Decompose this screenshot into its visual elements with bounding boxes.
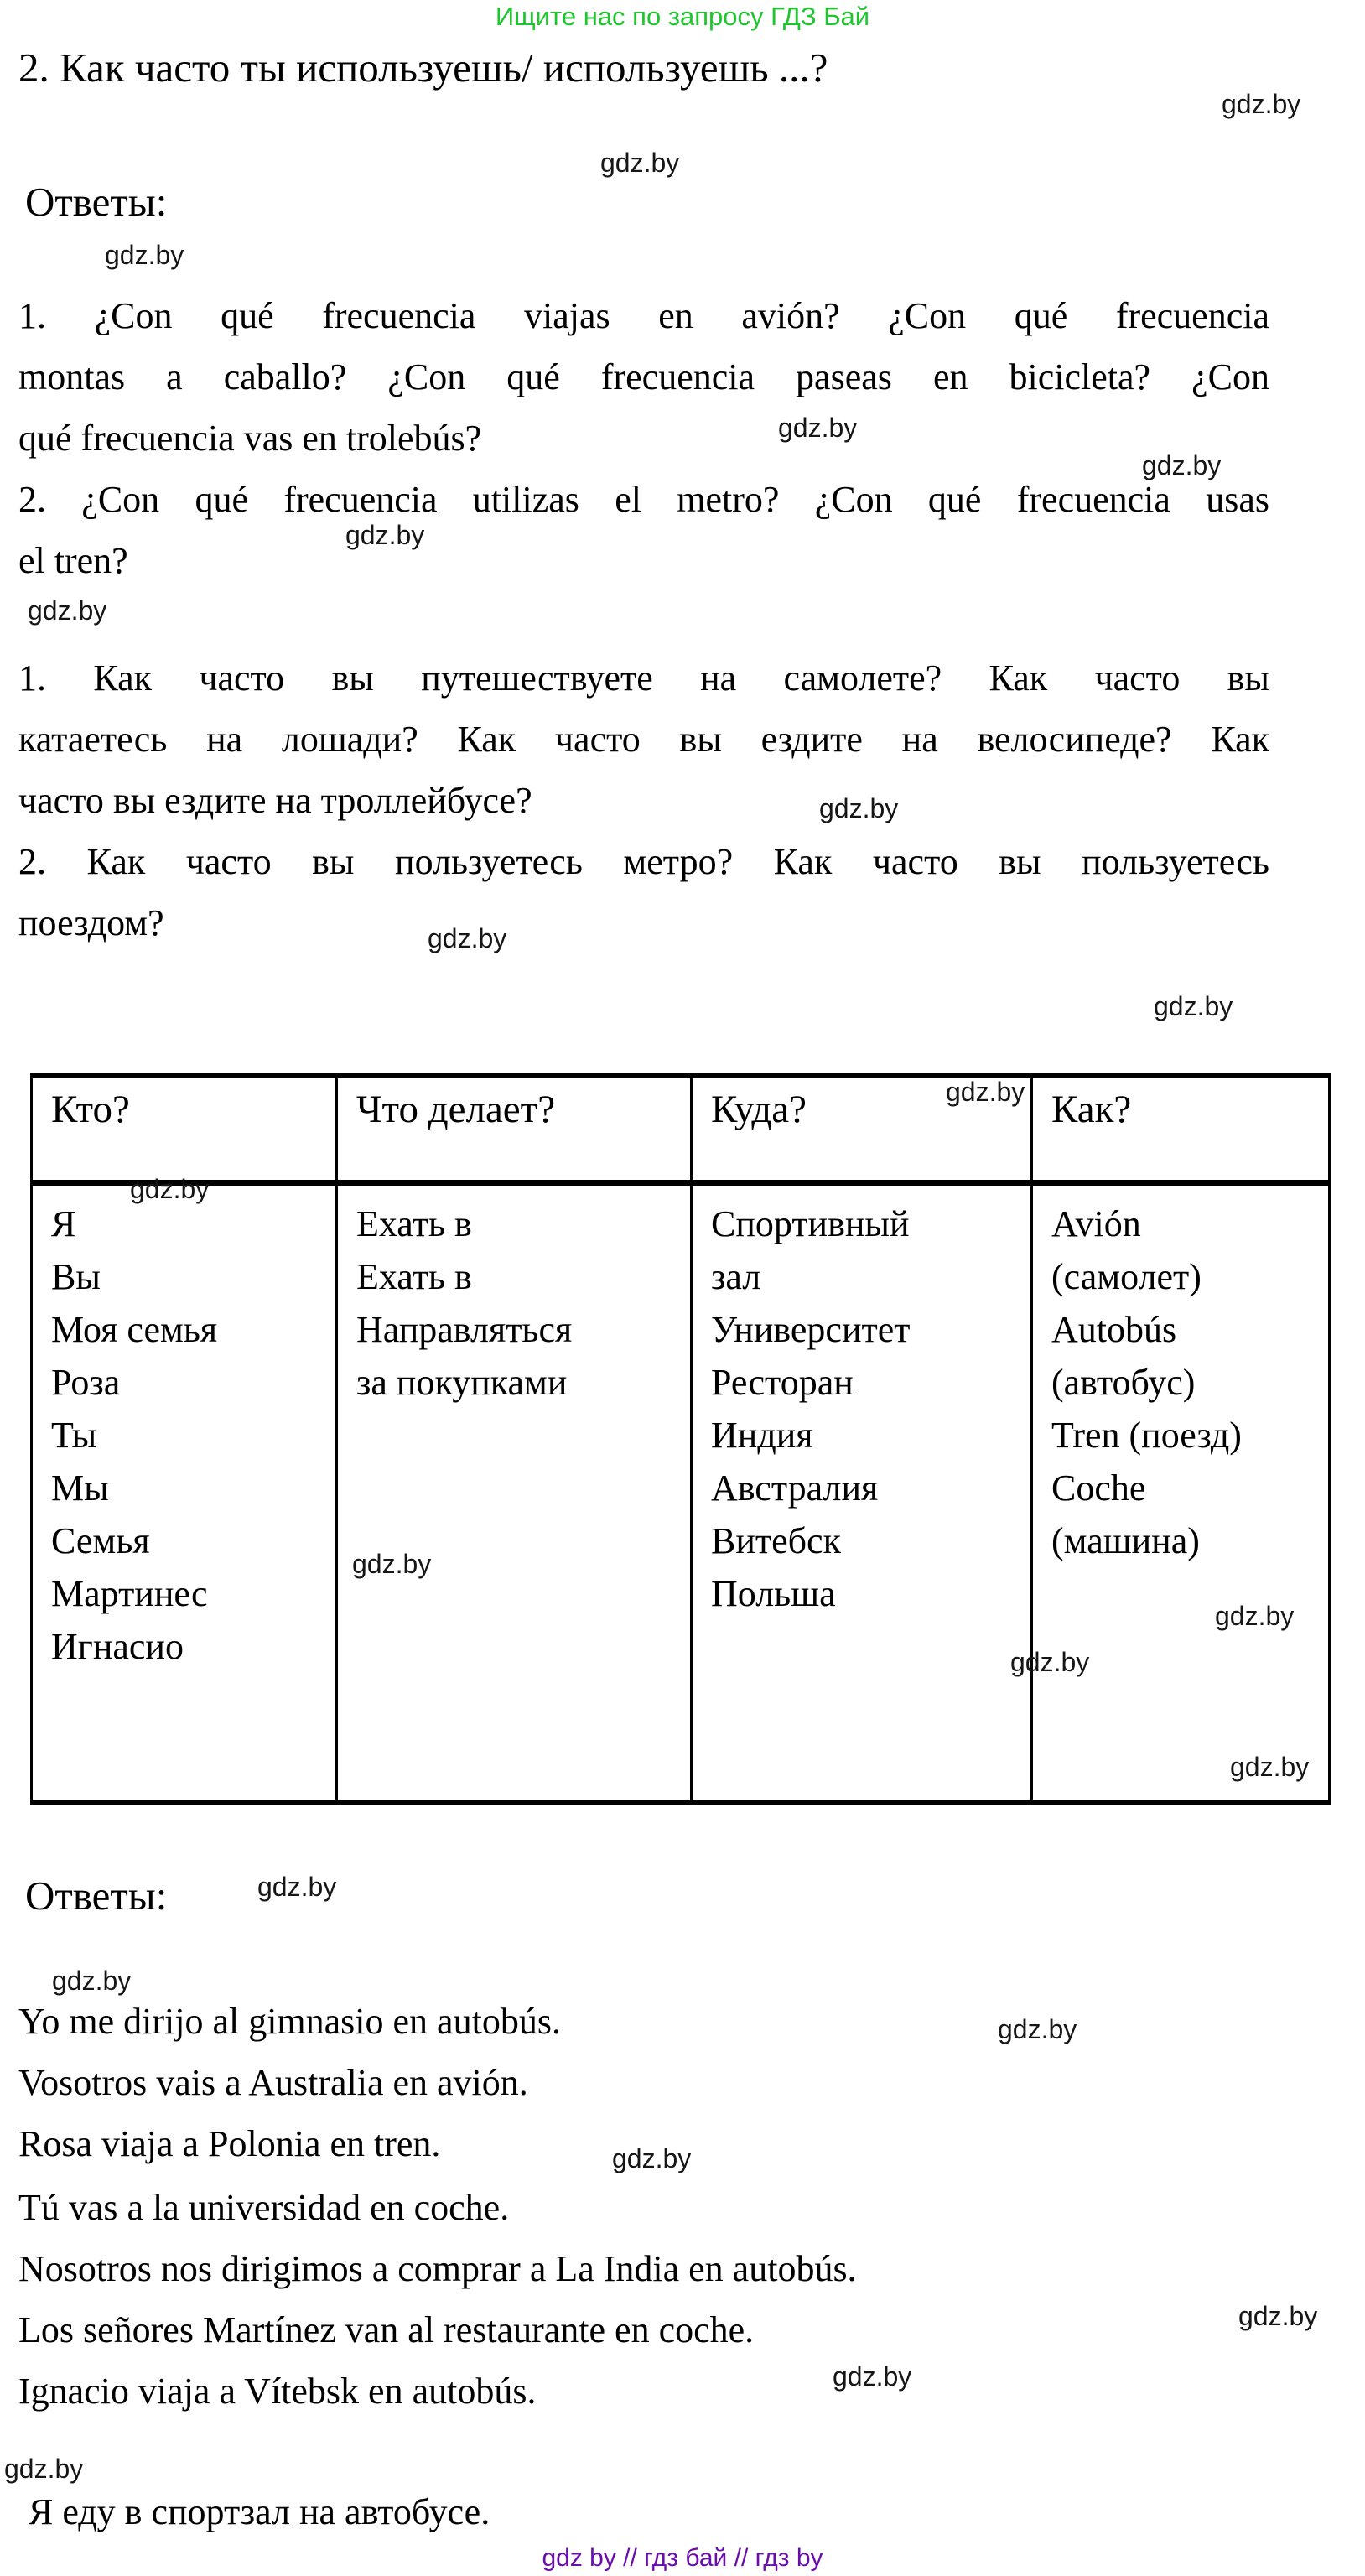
table-line: Coche xyxy=(1051,1467,1146,1509)
spanish-line-1: 1. ¿Con qué frecuencia viajas en avión? ¿Con qué frecuencia xyxy=(18,295,1269,336)
table-line: Австралия xyxy=(711,1467,879,1509)
gdz-watermark: gdz.by xyxy=(833,2361,912,2392)
table-line: Autobús xyxy=(1051,1309,1177,1350)
gdz-watermark: gdz.by xyxy=(778,413,858,443)
table-cell-who xyxy=(33,1186,335,1800)
table-line: Университет xyxy=(711,1309,911,1350)
table-line: за покупками xyxy=(356,1362,568,1403)
spanish-line-4: 2. ¿Con qué frecuencia utilizas el metro? ¿Con qué frecuencia usas xyxy=(18,479,1269,520)
table-line: Роза xyxy=(51,1362,121,1403)
page-title: 2. Как часто ты используешь/ используешь ...? xyxy=(18,44,828,91)
table-line: Ресторан xyxy=(711,1362,854,1403)
answers-block-1 xyxy=(18,1991,561,2174)
table-line: Польша xyxy=(711,1573,836,1614)
russian-line-3: часто вы ездите на троллейбусе? xyxy=(18,780,532,821)
gdz-watermark: gdz.by xyxy=(52,1966,132,1996)
gdz-watermark: gdz.by xyxy=(1222,89,1301,119)
table-line: Мы xyxy=(51,1467,109,1509)
table-line: Ты xyxy=(51,1415,97,1456)
table-line: (машина) xyxy=(1051,1520,1200,1561)
answer-line-4: Tú vas a la universidad en coche. xyxy=(18,2187,510,2228)
table-line: Avión xyxy=(1051,1203,1141,1244)
table-line: Спортивный xyxy=(711,1203,910,1244)
table-cell-action xyxy=(338,1186,690,1800)
table-line: Я xyxy=(51,1203,76,1244)
site-banner: Ищите нас по запросу ГДЗ Бай xyxy=(495,2,870,31)
gdz-watermark: gdz.by xyxy=(946,1077,1025,1107)
answer-line-3: Rosa viaja a Polonia en tren. xyxy=(18,2123,441,2164)
table-line: Витебск xyxy=(711,1520,841,1561)
gdz-watermark: gdz.by xyxy=(1230,1752,1310,1782)
table-line: Игнасио xyxy=(51,1626,184,1667)
gdz-watermark: gdz.by xyxy=(105,240,184,270)
spanish-line-2: montas a caballo? ¿Con qué frecuencia paseas en bicicleta? ¿Con xyxy=(18,356,1269,397)
table-line: Семья xyxy=(51,1520,150,1561)
table-line: (самолет) xyxy=(1051,1256,1202,1297)
russian-line-1: 1. Как часто вы путешествуете на самолете? Как часто вы xyxy=(18,657,1269,699)
answer-line-7: Ignacio viaja a Vítebsk en autobús. xyxy=(18,2371,537,2412)
gdz-watermark: gdz.by xyxy=(352,1549,432,1579)
gdz-watermark: gdz.by xyxy=(819,793,899,823)
table-line: (автобус) xyxy=(1051,1362,1196,1403)
answer-final-line: Я еду в спортзал на автобусе. xyxy=(29,2491,490,2532)
homework-table xyxy=(30,1073,1331,1805)
answers-block-2 xyxy=(18,2177,857,2422)
gdz-watermark: gdz.by xyxy=(345,520,425,550)
table-line: Мартинес xyxy=(51,1573,208,1614)
russian-paragraph xyxy=(18,647,1269,953)
table-line: Моя семья xyxy=(51,1309,218,1350)
gdz-watermark: gdz.by xyxy=(257,1872,337,1902)
russian-line-4: 2. Как часто вы пользуетесь метро? Как часто вы пользуетесь xyxy=(18,841,1269,882)
table-header-who: Кто? xyxy=(33,1078,335,1186)
table-header-action: Что делает? xyxy=(338,1078,690,1186)
table-line: зал xyxy=(711,1256,761,1297)
gdz-watermark: gdz.by xyxy=(998,2014,1077,2044)
gdz-watermark: gdz.by xyxy=(612,2143,692,2174)
table-line: Ехать в xyxy=(356,1256,472,1297)
table-line: Вы xyxy=(51,1256,101,1297)
gdz-watermark: gdz.by xyxy=(1215,1601,1295,1631)
answers-heading-2: Ответы: xyxy=(25,1872,168,1919)
answers-heading-1: Ответы: xyxy=(25,179,168,225)
gdz-watermark: gdz.by xyxy=(428,923,507,953)
spanish-line-5: el tren? xyxy=(18,540,128,581)
answer-line-6: Los señores Martínez van al restaurante en coche. xyxy=(18,2309,755,2350)
gdz-watermark: gdz.by xyxy=(130,1174,210,1204)
spanish-line-3: qué frecuencia vas en trolebús? xyxy=(18,418,482,459)
gdz-watermark: gdz.by xyxy=(4,2454,84,2484)
footer-credits: gdz by // гдз бай // гдз by xyxy=(542,2544,823,2572)
table-header-where: Куда? xyxy=(693,1078,1030,1186)
answer-line-1: Yo me dirijo al gimnasio en autobús. xyxy=(18,2001,561,2042)
russian-line-5: поездом? xyxy=(18,902,164,943)
gdz-watermark: gdz.by xyxy=(1238,2301,1318,2331)
table-cell-where xyxy=(693,1186,1030,1800)
table-line: Индия xyxy=(711,1415,813,1456)
table-line: Tren (поезд) xyxy=(1051,1415,1242,1456)
table-header-how: Как? xyxy=(1033,1078,1328,1186)
table-column-action xyxy=(338,1078,693,1800)
gdz-watermark: gdz.by xyxy=(600,148,680,178)
table-line: Направляться xyxy=(356,1309,573,1350)
russian-line-2: катаетесь на лошади? Как часто вы ездите на велосипеде? Как xyxy=(18,719,1269,760)
gdz-watermark: gdz.by xyxy=(28,595,107,626)
table-line: Ехать в xyxy=(356,1203,472,1244)
answer-line-2: Vosotros vais a Australia en avión. xyxy=(18,2062,528,2103)
table-column-where xyxy=(693,1078,1033,1800)
gdz-watermark: gdz.by xyxy=(1010,1647,1090,1677)
table-column-how xyxy=(1033,1078,1328,1800)
table-cell-how xyxy=(1033,1186,1328,1800)
spanish-paragraph xyxy=(18,285,1269,591)
gdz-watermark: gdz.by xyxy=(1142,450,1222,480)
gdz-watermark: gdz.by xyxy=(1154,991,1233,1021)
answer-line-5: Nosotros nos dirigimos a comprar a La India en autobús. xyxy=(18,2248,857,2289)
